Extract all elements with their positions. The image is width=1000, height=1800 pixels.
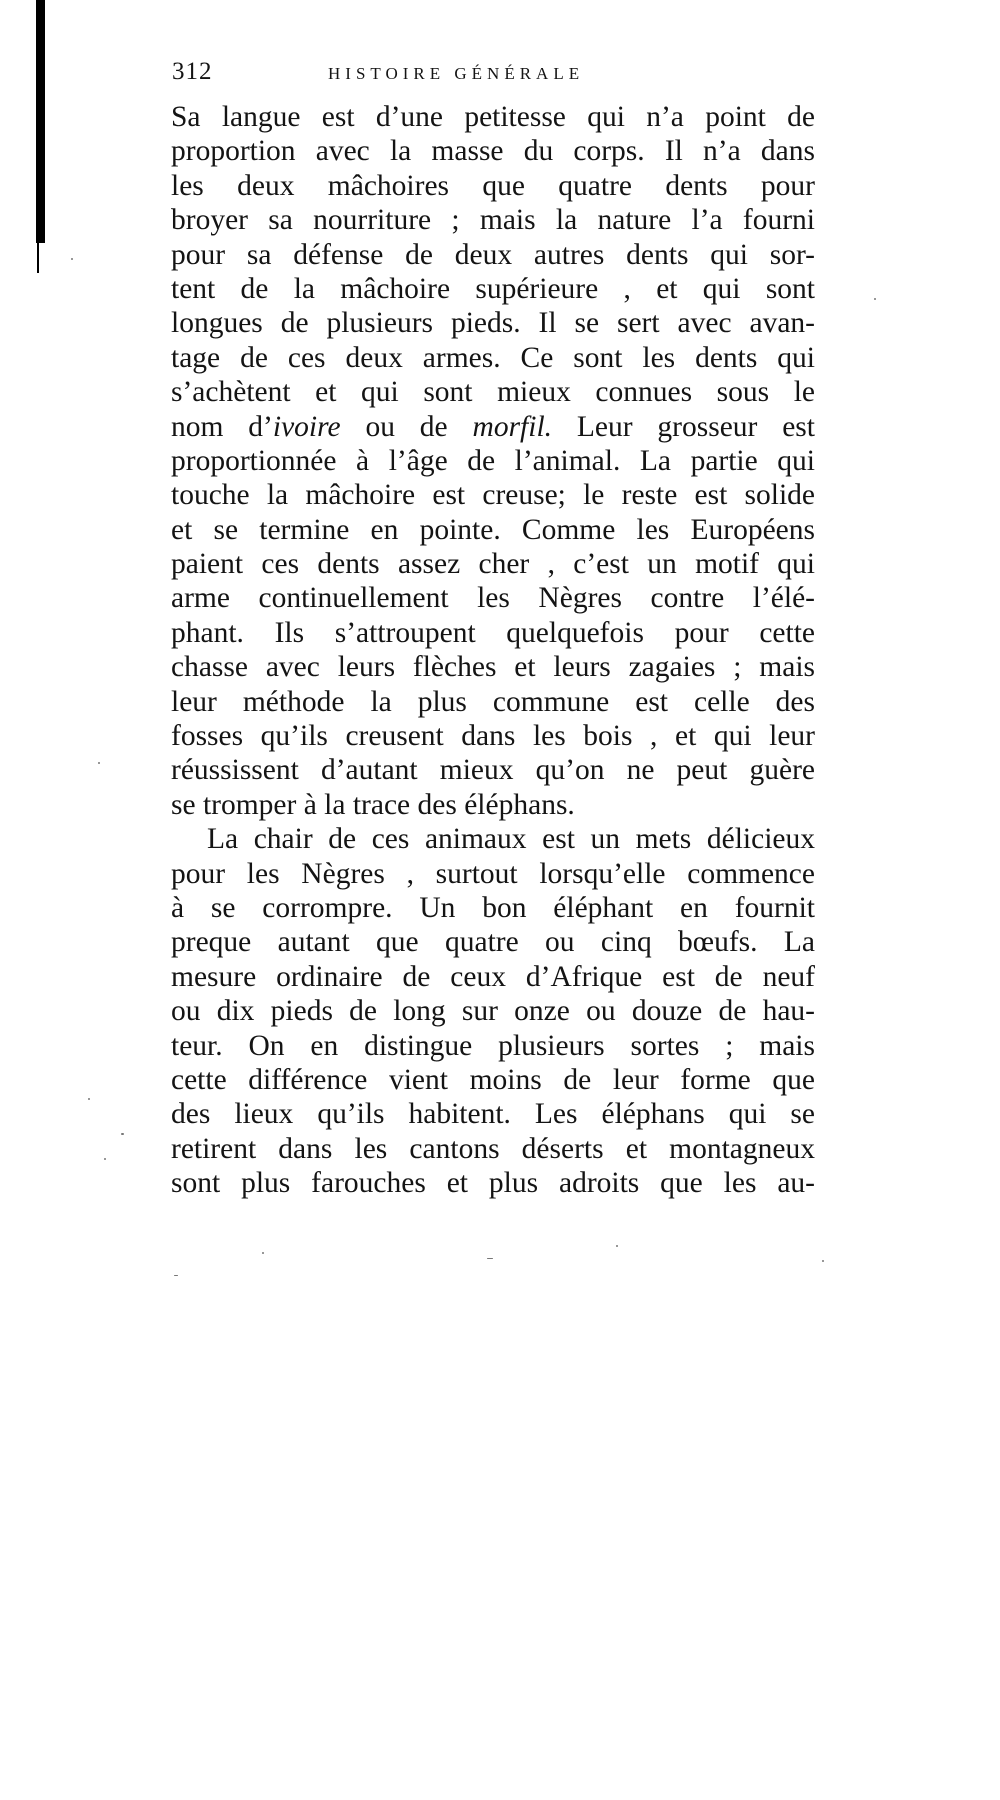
scan-speck — [71, 258, 73, 260]
binding-shadow — [36, 0, 45, 243]
line-text-segment: ou de — [340, 410, 473, 443]
body-text — [171, 100, 815, 1201]
text-line: phant. Ils s’attroupent quelquefois pour cette — [171, 616, 815, 649]
text-line: touche la mâchoire est creuse; le reste est solide — [171, 479, 815, 512]
text-line: leur méthode la plus commune est celle des — [171, 685, 815, 718]
text-line-with-italics — [171, 410, 815, 444]
text-line: Sa langue est d’une petitesse qui n’a point de — [171, 101, 815, 133]
text-line: ou dix pieds de long sur onze ou douze de hau- — [171, 995, 815, 1028]
scan-speck — [88, 1098, 90, 1100]
text-line: longues de plusieurs pieds. Il se sert avec avan- — [171, 307, 815, 340]
running-head — [172, 58, 672, 88]
text-line: tent de la mâchoire supérieure , et qui sont — [171, 272, 815, 305]
scan-speck — [121, 1133, 124, 1135]
text-line: sont plus farouches et plus adroits que les au- — [171, 1167, 815, 1200]
scan-speck — [487, 1258, 493, 1259]
scan-speck — [874, 298, 876, 300]
text-line-paragraph-end: se tromper à la trace des éléphans. — [171, 788, 575, 821]
text-line: teur. On en distingue plusieurs sortes ; mais — [171, 1029, 815, 1062]
text-line: tage de ces deux armes. Ce sont les dents qui — [171, 341, 815, 374]
text-line: des lieux qu’ils habitent. Les éléphans qui se — [171, 1098, 815, 1131]
scan-speck — [104, 1158, 106, 1160]
line-text-segment: nom d’ — [171, 410, 273, 443]
running-title: HISTOIRE GÉNÉRALE — [328, 64, 585, 83]
text-line: retirent dans les cantons déserts et montagneux — [171, 1132, 815, 1165]
text-line: paient ces dents assez cher , c’est un motif qui — [171, 548, 815, 581]
text-line: proportionnée à l’âge de l’animal. La partie qui — [171, 444, 815, 477]
text-line: fosses qu’ils creusent dans les bois , et qui leur — [171, 720, 815, 753]
scan-speck — [98, 762, 100, 764]
text-line: s’achètent et qui sont mieux connues sous le — [171, 376, 815, 409]
text-line: broyer sa nourriture ; mais la nature l’a fourni — [171, 204, 815, 237]
text-line: arme continuellement les Nègres contre l’élé- — [171, 582, 815, 615]
text-line-paragraph-start: La chair de ces animaux est un mets délicieux — [207, 823, 815, 856]
text-line: chasse avec leurs flèches et leurs zagaies ; mais — [171, 651, 815, 684]
italic-term-morfil: morfil. — [472, 410, 553, 443]
scan-speck — [262, 1252, 264, 1254]
text-line: les deux mâchoires que quatre dents pour — [171, 169, 815, 202]
binding-shadow-tick — [37, 243, 39, 273]
text-line: mesure ordinaire de ceux d’Afrique est de neuf — [171, 960, 815, 993]
scan-speck — [616, 1245, 618, 1247]
italic-term-ivoire: ivoire — [272, 410, 341, 443]
text-line: pour les Nègres , surtout lorsqu’elle commence — [171, 857, 815, 890]
line-text-segment: Leur grosseur est — [552, 410, 815, 443]
text-line: et se termine en pointe. Comme les Européens — [171, 513, 815, 546]
text-line: cette différence vient moins de leur forme que — [171, 1063, 815, 1096]
text-line: proportion avec la masse du corps. Il n’a dans — [171, 135, 815, 168]
text-line: réussissent d’autant mieux qu’on ne peut guère — [171, 754, 815, 787]
text-line: preque autant que quatre ou cinq bœufs. La — [171, 926, 815, 959]
page-number: 312 — [172, 58, 213, 85]
scan-speck — [174, 1275, 178, 1276]
text-line: pour sa défense de deux autres dents qui sor- — [171, 238, 815, 271]
scan-speck — [822, 1260, 824, 1262]
text-line: à se corrompre. Un bon éléphant en fournit — [171, 891, 815, 924]
